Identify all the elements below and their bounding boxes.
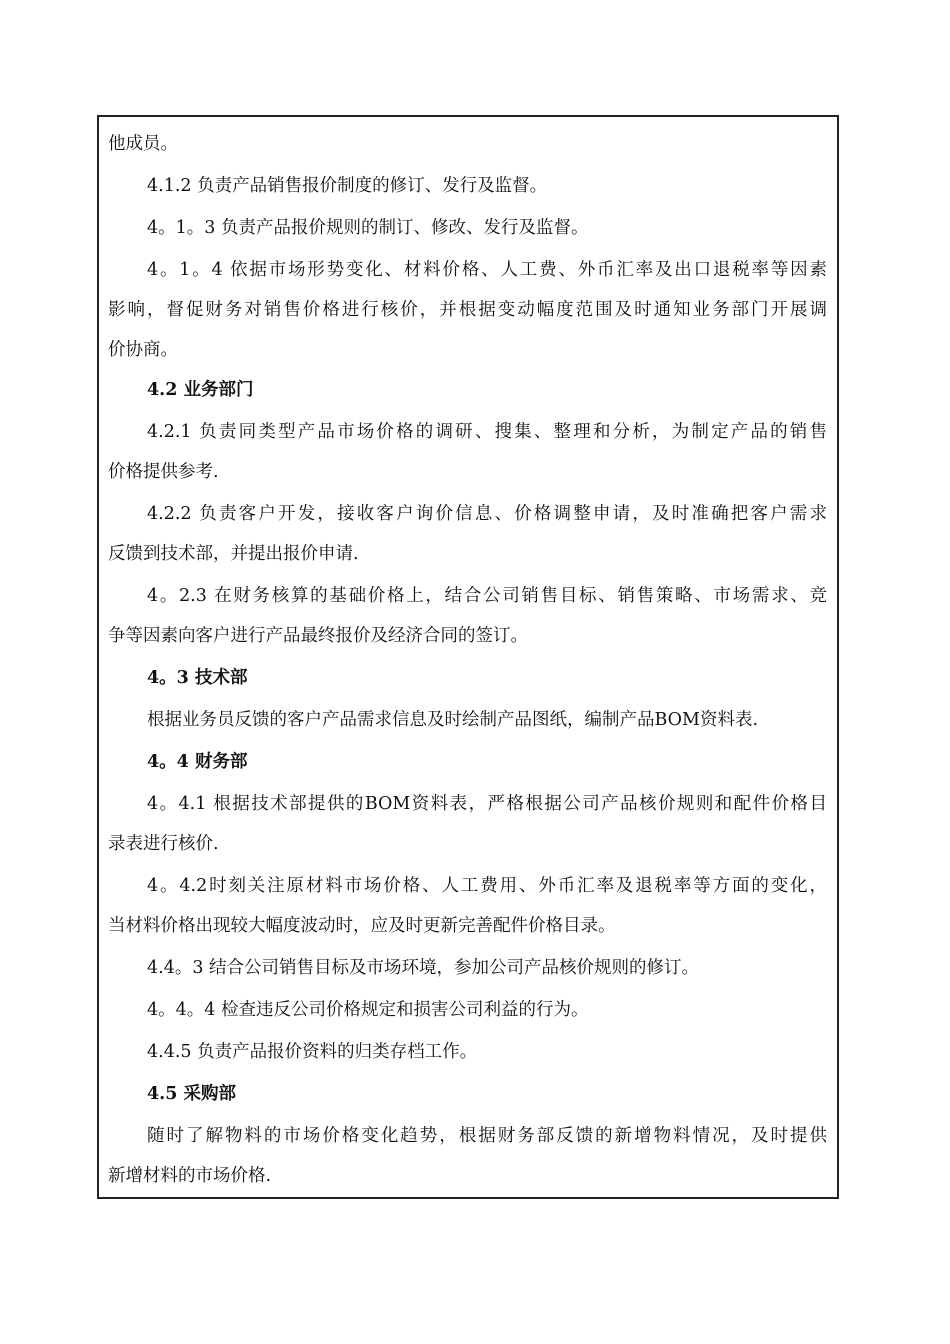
text-line: 争等因素向客户进行产品最终报价及经济合同的签订。 [108, 626, 528, 646]
heading-4-4 [99, 742, 841, 782]
text-line: 4.2.2 负责客户开发，接收客户询价信息、价格调整申请，及时准确把客户需求 [147, 504, 827, 524]
paragraph-4-2-3 [99, 576, 841, 656]
section-heading: 4.2 业务部门 [147, 380, 254, 400]
paragraph-4-4-3 [99, 948, 841, 988]
heading-4-5 [99, 1074, 841, 1114]
text-line: 录表进行核价. [108, 834, 219, 854]
text-line: 他成员。 [108, 134, 178, 154]
paragraph-4-1-4 [99, 250, 841, 370]
text-line: 新增材料的市场价格. [108, 1166, 272, 1186]
paragraph-4-4-1 [99, 784, 841, 864]
text-line: 4.4.5 负责产品报价资料的归类存档工作。 [147, 1042, 478, 1062]
text-line: 4。1。3 负责产品报价规则的制订、修改、发行及监督。 [147, 218, 589, 238]
text-line: 影响，督促财务对销售价格进行核价，并根据变动幅度范围及时通知业务部门开展调 [108, 300, 827, 320]
paragraph-4-4-2 [99, 866, 841, 946]
paragraph-4-1-3 [99, 208, 841, 248]
paragraph-4-3-body [99, 700, 841, 740]
text-line: 随时了解物料的市场价格变化趋势，根据财务部反馈的新增物料情况，及时提供 [147, 1126, 827, 1146]
heading-4-3 [99, 658, 841, 698]
text-line: 4.2.1 负责同类型产品市场价格的调研、搜集、整理和分析，为制定产品的销售 [147, 422, 827, 442]
text-line: 4.4。3 结合公司销售目标及市场环境，参加公司产品核价规则的修订。 [147, 958, 700, 978]
paragraph-continuation [99, 124, 841, 164]
document-frame [97, 115, 839, 1199]
text-line: 4。1。4 依据市场形势变化、材料价格、人工费、外币汇率及出口退税率等因素 [147, 260, 827, 280]
text-line: 根据业务员反馈的客户产品需求信息及时绘制产品图纸，编制产品BOM资料表. [147, 710, 759, 730]
text-line: 4。4。4 检查违反公司价格规定和损害公司利益的行为。 [147, 1000, 589, 1020]
paragraph-4-2-2 [99, 494, 841, 574]
paragraph-4-4-5 [99, 1032, 841, 1072]
text-line: 4.1.2 负责产品销售报价制度的修订、发行及监督。 [147, 176, 548, 196]
text-line: 当材料价格出现较大幅度波动时，应及时更新完善配件价格目录。 [108, 916, 616, 936]
text-line: 价格提供参考. [108, 462, 219, 482]
paragraph-4-4-4 [99, 990, 841, 1030]
paragraph-4-1-2 [99, 166, 841, 206]
text-line: 4。2.3 在财务核算的基础价格上，结合公司销售目标、销售策略、市场需求、竞 [147, 586, 827, 606]
text-line: 4。4.2时刻关注原材料市场价格、人工费用、外币汇率及退税率等方面的变化， [147, 876, 827, 896]
text-line: 反馈到技术部，并提出报价申请. [108, 544, 359, 564]
section-heading: 4。4 财务部 [147, 752, 248, 772]
text-line: 4。4.1 根据技术部提供的BOM资料表，严格根据公司产品核价规则和配件价格目 [147, 794, 827, 814]
section-heading: 4。3 技术部 [147, 668, 248, 688]
section-heading: 4.5 采购部 [147, 1084, 237, 1104]
heading-4-2 [99, 370, 841, 410]
paragraph-4-2-1 [99, 412, 841, 492]
paragraph-4-5-body [99, 1116, 841, 1196]
text-line: 价协商。 [108, 340, 178, 360]
